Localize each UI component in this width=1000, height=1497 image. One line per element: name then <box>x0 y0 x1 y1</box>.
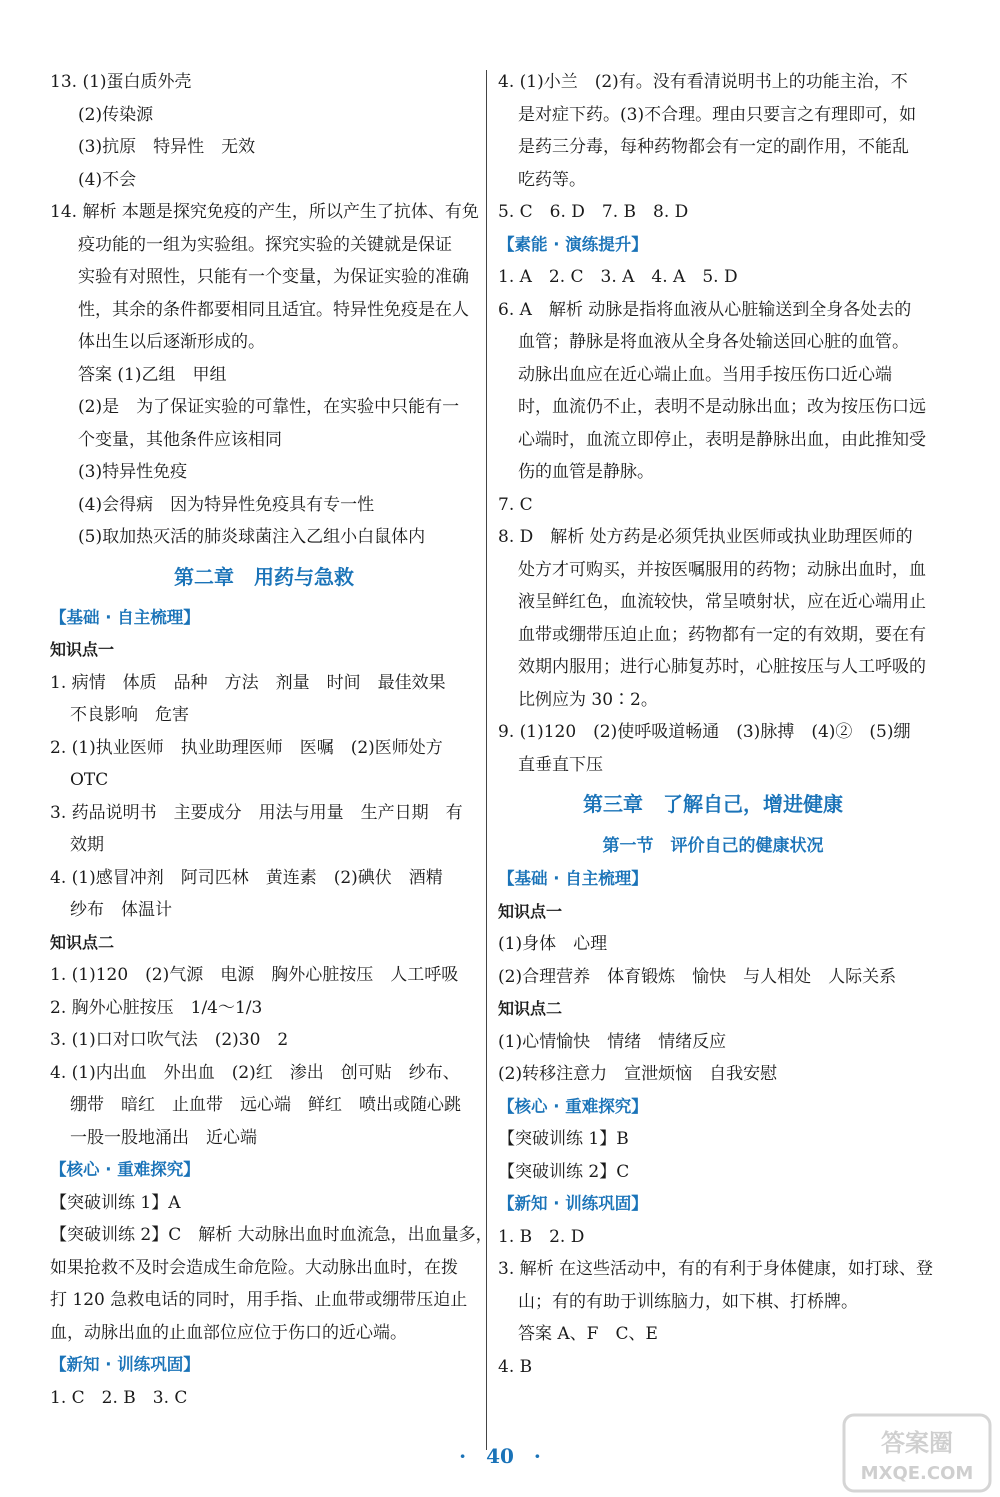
answer-line: 1. 病情 体质 品种 方法 剂量 时间 最佳效果 <box>50 672 446 693</box>
answer-line: 1. A 2. C 3. A 4. A 5. D <box>498 267 738 287</box>
right-column <box>498 66 934 1383</box>
answer-line: 动脉出血应在近心端止血。当用手按压伤口近心端 <box>518 364 892 385</box>
answer-line: 处方才可购买，并按医嘱服用的药物；动脉出血时，血 <box>518 559 926 580</box>
answer-line: 【突破训练 1】A <box>50 1192 181 1213</box>
answer-line: (2)传染源 <box>78 104 154 125</box>
answer-line: 4. (1)小兰 (2)有。没有看清说明书上的功能主治，不 <box>498 72 908 92</box>
answer-line: 血，动脉出血的止血部位应位于伤口的近心端。 <box>50 1322 407 1343</box>
answer-line: (4)不会 <box>78 169 137 190</box>
answer-line: 5. C 6. D 7. B 8. D <box>498 202 689 222</box>
answer-line: 4. (1)内出血 外出血 (2)红 渗出 创可贴 纱布、 <box>50 1062 460 1083</box>
left-column <box>50 66 493 1414</box>
answer-line: 答案 A、F C、E <box>518 1324 658 1344</box>
answer-line: 4. B <box>498 1356 533 1377</box>
answer-line: 9. (1)120 (2)使呼吸道畅通 (3)脉搏 (4)② (5)绷 <box>498 722 911 742</box>
answer-line: 1. C 2. B 3. C <box>50 1387 188 1408</box>
answer-line: 是药三分毒，每种药物都会有一定的副作用，不能乱 <box>518 137 909 157</box>
answer-line: (3)抗原 特异性 无效 <box>78 137 256 157</box>
knowledge-heading: 知识点一 <box>498 901 563 921</box>
section-tag: 【基础 · 自主梳理】 <box>50 607 200 627</box>
answer-line: 直垂直下压 <box>518 754 603 775</box>
answer-line: 14. 解析 本题是探究免疫的产生，所以产生了抗体、有免 <box>50 202 479 222</box>
answer-line: (1)身体 心理 <box>498 934 608 954</box>
answer-line: 纱布 体温计 <box>70 900 172 920</box>
answer-line: 比例应为 30∶2。 <box>518 689 658 710</box>
chapter-title: 第三章 了解自己，增进健康 <box>583 792 843 816</box>
knowledge-heading: 知识点一 <box>50 640 115 659</box>
answer-line: 【突破训练 2】C 解析 大动脉出血时血流急，出血量多， <box>50 1225 493 1245</box>
section-tag: 【核心 · 重难探究】 <box>498 1096 648 1116</box>
answer-line: 3. 解析 在这些活动中，有的有利于身体健康，如打球、登 <box>498 1259 934 1279</box>
watermark-top-text: 答案圈 <box>881 1429 953 1457</box>
answer-line: (2)合理营养 体育锻炼 愉快 与人相处 人际关系 <box>498 966 897 987</box>
answer-line: 效期 <box>70 835 104 855</box>
answer-line: (5)取加热灭活的肺炎球菌注入乙组小白鼠体内 <box>78 527 426 547</box>
answer-line: 一股一股地涌出 近心端 <box>70 1127 257 1148</box>
answer-line: 8. D 解析 处方药是必须凭执业医师或执业助理医师的 <box>498 527 913 547</box>
section-tag: 【基础 · 自主梳理】 <box>498 869 648 888</box>
answer-line: 性，其余的条件都要相同且适宜。特异性免疫是在人 <box>78 299 469 320</box>
answer-line: OTC <box>70 770 109 790</box>
answer-line: 效期内服用；进行心肺复苏时，心脏按压与人工呼吸的 <box>518 657 926 677</box>
answer-line: 绷带 暗红 止血带 远心端 鲜红 喷出或随心跳 <box>70 1095 461 1115</box>
answer-line: 【突破训练 2】C <box>498 1161 630 1182</box>
answer-line: 时，血流仍不止，表明不是动脉出血；改为按压伤口远 <box>518 397 926 417</box>
answer-line: 1. B 2. D <box>498 1226 585 1247</box>
answer-line: 打 120 急救电话的同时，用手指、止血带或绷带压迫止 <box>50 1290 468 1310</box>
answer-line: 山；有的有助于训练脑力，如下棋、打桥牌。 <box>518 1291 858 1312</box>
answer-line: 3. 药品说明书 主要成分 用法与用量 生产日期 有 <box>50 802 463 823</box>
answer-line: 3. (1)口对口吹气法 (2)30 2 <box>50 1030 289 1050</box>
page-number: · 40 · <box>459 1444 541 1468</box>
answer-line: (1)心情愉快 情绪 情绪反应 <box>498 1031 727 1052</box>
answer-line: 疫功能的一组为实验组。探究实验的关键就是保证 <box>78 234 452 255</box>
section-tag: 【新知 · 训练巩固】 <box>498 1194 648 1213</box>
watermark-logo <box>842 1413 992 1493</box>
answer-line: 伤的血管是静脉。 <box>518 462 654 482</box>
answer-line: 答案 (1)乙组 甲组 <box>78 364 227 385</box>
answer-line: 7. C <box>498 494 533 515</box>
answer-line: 血管；静脉是将血液从全身各处输送回心脏的血管。 <box>518 332 909 352</box>
answer-line: 实验有对照性，只能有一个变量，为保证实验的准确 <box>78 267 469 287</box>
section-tag: 【素能 · 演练提升】 <box>498 234 648 254</box>
chapter-title: 第二章 用药与急救 <box>174 564 354 589</box>
section-tag: 【核心 · 重难探究】 <box>50 1160 200 1179</box>
answer-line: (4)会得病 因为特异性免疫具有专一性 <box>78 494 375 515</box>
answer-line: 【突破训练 1】B <box>498 1129 629 1149</box>
answer-line: 如果抢救不及时会造成生命危险。大动脉出血时，在拨 <box>50 1257 458 1278</box>
answer-line: 体出生以后逐渐形成的。 <box>78 332 265 352</box>
knowledge-heading: 知识点二 <box>498 999 563 1018</box>
section-title: 第一节 评价自己的健康状况 <box>602 836 824 856</box>
answer-line: 吃药等。 <box>518 169 586 190</box>
answer-line: 是对症下药。(3)不合理。理由只要言之有理即可，如 <box>518 104 917 125</box>
knowledge-heading: 知识点二 <box>50 932 115 952</box>
answer-line: 6. A 解析 动脉是指将血液从心脏输送到全身各处去的 <box>498 299 912 320</box>
answer-line: 1. (1)120 (2)气源 电源 胸外心脏按压 人工呼吸 <box>50 965 459 985</box>
answer-line: 血带或绷带压迫止血；药物都有一定的有效期，要在有 <box>518 624 926 645</box>
answer-line: 13. (1)蛋白质外壳 <box>50 72 192 92</box>
answer-line: 心端时，血流立即停止，表明是静脉出血，由此推知受 <box>518 429 926 450</box>
answer-line: (2)是 为了保证实验的可靠性，在实验中只能有一 <box>78 397 460 417</box>
answer-line: (3)特异性免疫 <box>78 462 188 482</box>
section-tag: 【新知 · 训练巩固】 <box>50 1355 200 1374</box>
answer-line: 液呈鲜红色，血流较快，常呈喷射状，应在近心端用止 <box>518 592 926 612</box>
answer-line: 2. (1)执业医师 执业助理医师 医嘱 (2)医师处方 <box>50 737 443 758</box>
answer-line: (2)转移注意力 宣泄烦恼 自我安慰 <box>498 1064 778 1084</box>
answer-line: 不良影响 危害 <box>70 705 189 725</box>
answer-line: 4. (1)感冒冲剂 阿司匹林 黄连素 (2)碘伏 酒精 <box>50 867 443 888</box>
answer-line: 2. 胸外心脏按压 1/4～1/3 <box>50 997 263 1018</box>
watermark-bottom-text: MXQE.COM <box>860 1463 974 1484</box>
answer-line: 个变量，其他条件应该相同 <box>78 429 282 450</box>
